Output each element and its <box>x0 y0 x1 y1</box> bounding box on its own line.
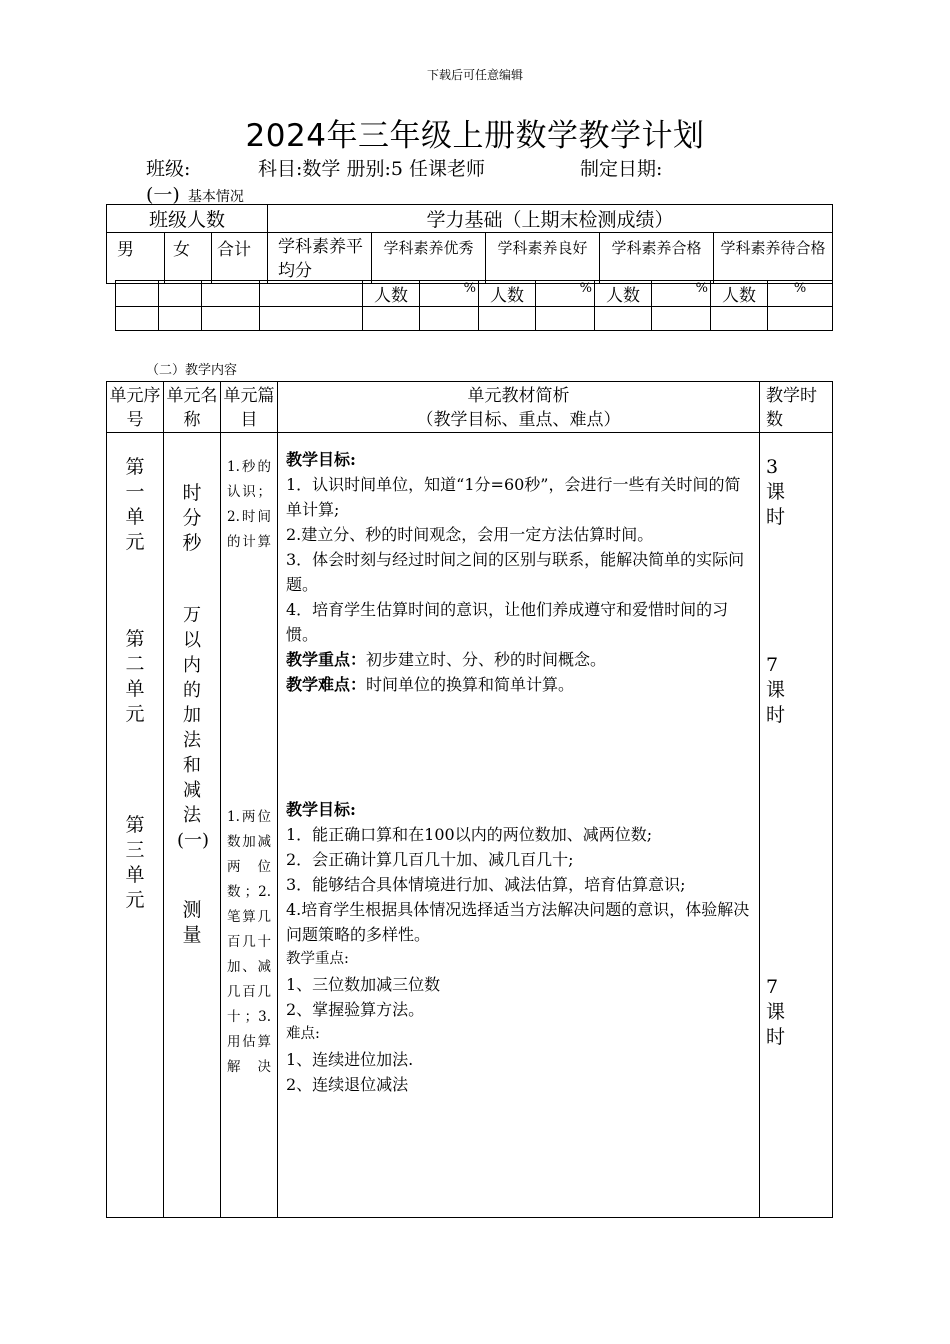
excellent-header: 学科素养优秀 <box>372 233 486 284</box>
analysis-header-line2: （教学目标、重点、难点） <box>416 410 621 430</box>
empty-cell <box>159 307 202 331</box>
good-people: 人数 <box>479 281 536 307</box>
teaching-content-table <box>106 381 833 1218</box>
unit2-goal-3: 3．能够结合具体情境进行加、减法估算，培育估算意识; <box>286 875 686 894</box>
unit3-no: 第三单元 <box>125 814 145 911</box>
unit1-goal-2: 2.建立分、秒的时间观念，会用一定方法估算时间。 <box>286 525 654 544</box>
unit2-name: 万以内的加法和减法(一) <box>177 605 210 851</box>
pending-header: 学科素养待合格 <box>714 233 833 284</box>
unit1-hours: 3课时 <box>766 456 786 528</box>
empty-cell <box>363 307 420 331</box>
empty-cell <box>595 307 652 331</box>
unit-topics-column <box>221 433 278 1218</box>
pending-percent: % <box>768 281 833 307</box>
unit1-goal-label: 教学目标: <box>286 450 356 469</box>
unit1-difficulty-label: 教学难点： <box>286 675 367 694</box>
empty-cell <box>260 307 363 331</box>
empty-cell <box>116 307 159 331</box>
avg-header: 学科素养平均分 <box>268 233 372 284</box>
hours-header: 教学时数 <box>760 382 833 433</box>
excellent-percent: % <box>420 281 479 307</box>
unit2-goal-4: 4.培育学生根据具体情况选择适当方法解决问题的意识，体验解决问题策略的多样性。 <box>286 900 750 944</box>
unit1-name: 时分秒 <box>182 482 202 554</box>
good-header: 学科素养良好 <box>486 233 600 284</box>
empty-cell <box>652 307 711 331</box>
unit2-hours: 7课时 <box>766 654 786 726</box>
unit-topics-header: 单元篇目 <box>221 382 278 433</box>
class-label: 班级: <box>146 158 191 180</box>
basic-info-data-table <box>115 280 833 331</box>
section1-number: (一) <box>146 184 180 206</box>
female-cell <box>159 281 202 307</box>
unit-name-header: 单元名称 <box>164 382 221 433</box>
empty-cell <box>536 307 595 331</box>
unit2-goal-label: 教学目标: <box>286 800 356 819</box>
male-cell <box>116 281 159 307</box>
basic-info-table <box>106 204 833 284</box>
class-count-header: 班级人数 <box>107 205 268 233</box>
analysis-header <box>278 382 760 433</box>
unit2-analysis <box>286 797 751 1097</box>
analysis-header-line1: 单元教材简析 <box>467 386 570 406</box>
female-header: 女 <box>165 233 212 284</box>
download-note: 下载后可任意编辑 <box>426 68 523 82</box>
empty-cell <box>420 307 479 331</box>
unit1-topics: 1.秒的认识；2.时间的计算 <box>227 459 271 550</box>
unit-no-column <box>107 433 164 1218</box>
good-percent: % <box>536 281 595 307</box>
pass-people: 人数 <box>595 281 652 307</box>
unit1-goal-4: 4．培育学生估算时间的意识，让他们养成遵守和爱惜时间的习惯。 <box>286 600 729 644</box>
subject-info: 科目:数学 册别:5 任课老师 <box>258 158 485 180</box>
unit2-goal-1: 1．能正确口算和在100以内的两位数加、减两位数; <box>286 825 653 844</box>
unit2-goal-2: 2．会正确计算几百几十加、减几百几十; <box>286 850 574 869</box>
unit1-difficulty-text: 时间单位的换算和简单计算。 <box>366 675 575 694</box>
empty-cell <box>768 307 833 331</box>
section2-heading: （二）教学内容 <box>146 363 238 378</box>
unit2-key-2: 2、掌握验算方法。 <box>286 1000 425 1019</box>
pending-people: 人数 <box>711 281 768 307</box>
unit2-key-label: 教学重点: <box>286 951 349 967</box>
male-header: 男 <box>107 233 165 284</box>
hours-column <box>760 433 833 1218</box>
unit1-goal-1: 1．认识时间单位，知道“1分=60秒”，会进行一些有关时间的简单计算; <box>286 475 741 519</box>
unit3-name: 测量 <box>182 899 202 946</box>
empty-cell <box>711 307 768 331</box>
total-header: 合计 <box>212 233 268 284</box>
unit2-difficulty-2: 2、连续退位减法 <box>286 1075 409 1094</box>
unit1-goal-3: 3．体会时刻与经过时间之间的区别与联系，能解决简单的实际问题。 <box>286 550 745 594</box>
unit1-analysis <box>286 447 751 697</box>
unit2-difficulty-label: 难点: <box>286 1026 320 1042</box>
unit1-difficulty <box>286 672 751 697</box>
unit-no-header: 单元序号 <box>107 382 164 433</box>
analysis-column <box>278 433 760 1218</box>
date-label: 制定日期: <box>580 158 663 180</box>
pass-percent: % <box>652 281 711 307</box>
page-title: 2024年三年级上册数学教学计划 <box>245 118 705 154</box>
unit1-no: 第一单元 <box>125 456 145 553</box>
unit2-difficulty-1: 1、连续进位加法. <box>286 1050 414 1069</box>
unit2-no: 第二单元 <box>125 628 145 725</box>
unit3-hours: 7课时 <box>766 976 786 1048</box>
avg-cell <box>260 281 363 307</box>
section1-heading <box>146 180 244 207</box>
section1-title: 基本情况 <box>187 189 244 205</box>
unit-name-column <box>164 433 221 1218</box>
unit1-key-text: 初步建立时、分、秒的时间概念。 <box>366 650 607 669</box>
total-cell <box>202 281 260 307</box>
empty-cell <box>479 307 536 331</box>
foundation-header: 学力基础（上期末检测成绩） <box>268 205 833 233</box>
empty-cell <box>202 307 260 331</box>
unit1-key <box>286 647 751 672</box>
unit1-key-label: 教学重点： <box>286 650 367 669</box>
excellent-people: 人数 <box>363 281 420 307</box>
unit2-topics: 1.两位数加减两位数；2.笔算几百几十加、减几百几十；3.用估算解决 <box>227 809 271 1075</box>
pass-header: 学科素养合格 <box>600 233 714 284</box>
unit2-key-1: 1、三位数加减三位数 <box>286 975 441 994</box>
